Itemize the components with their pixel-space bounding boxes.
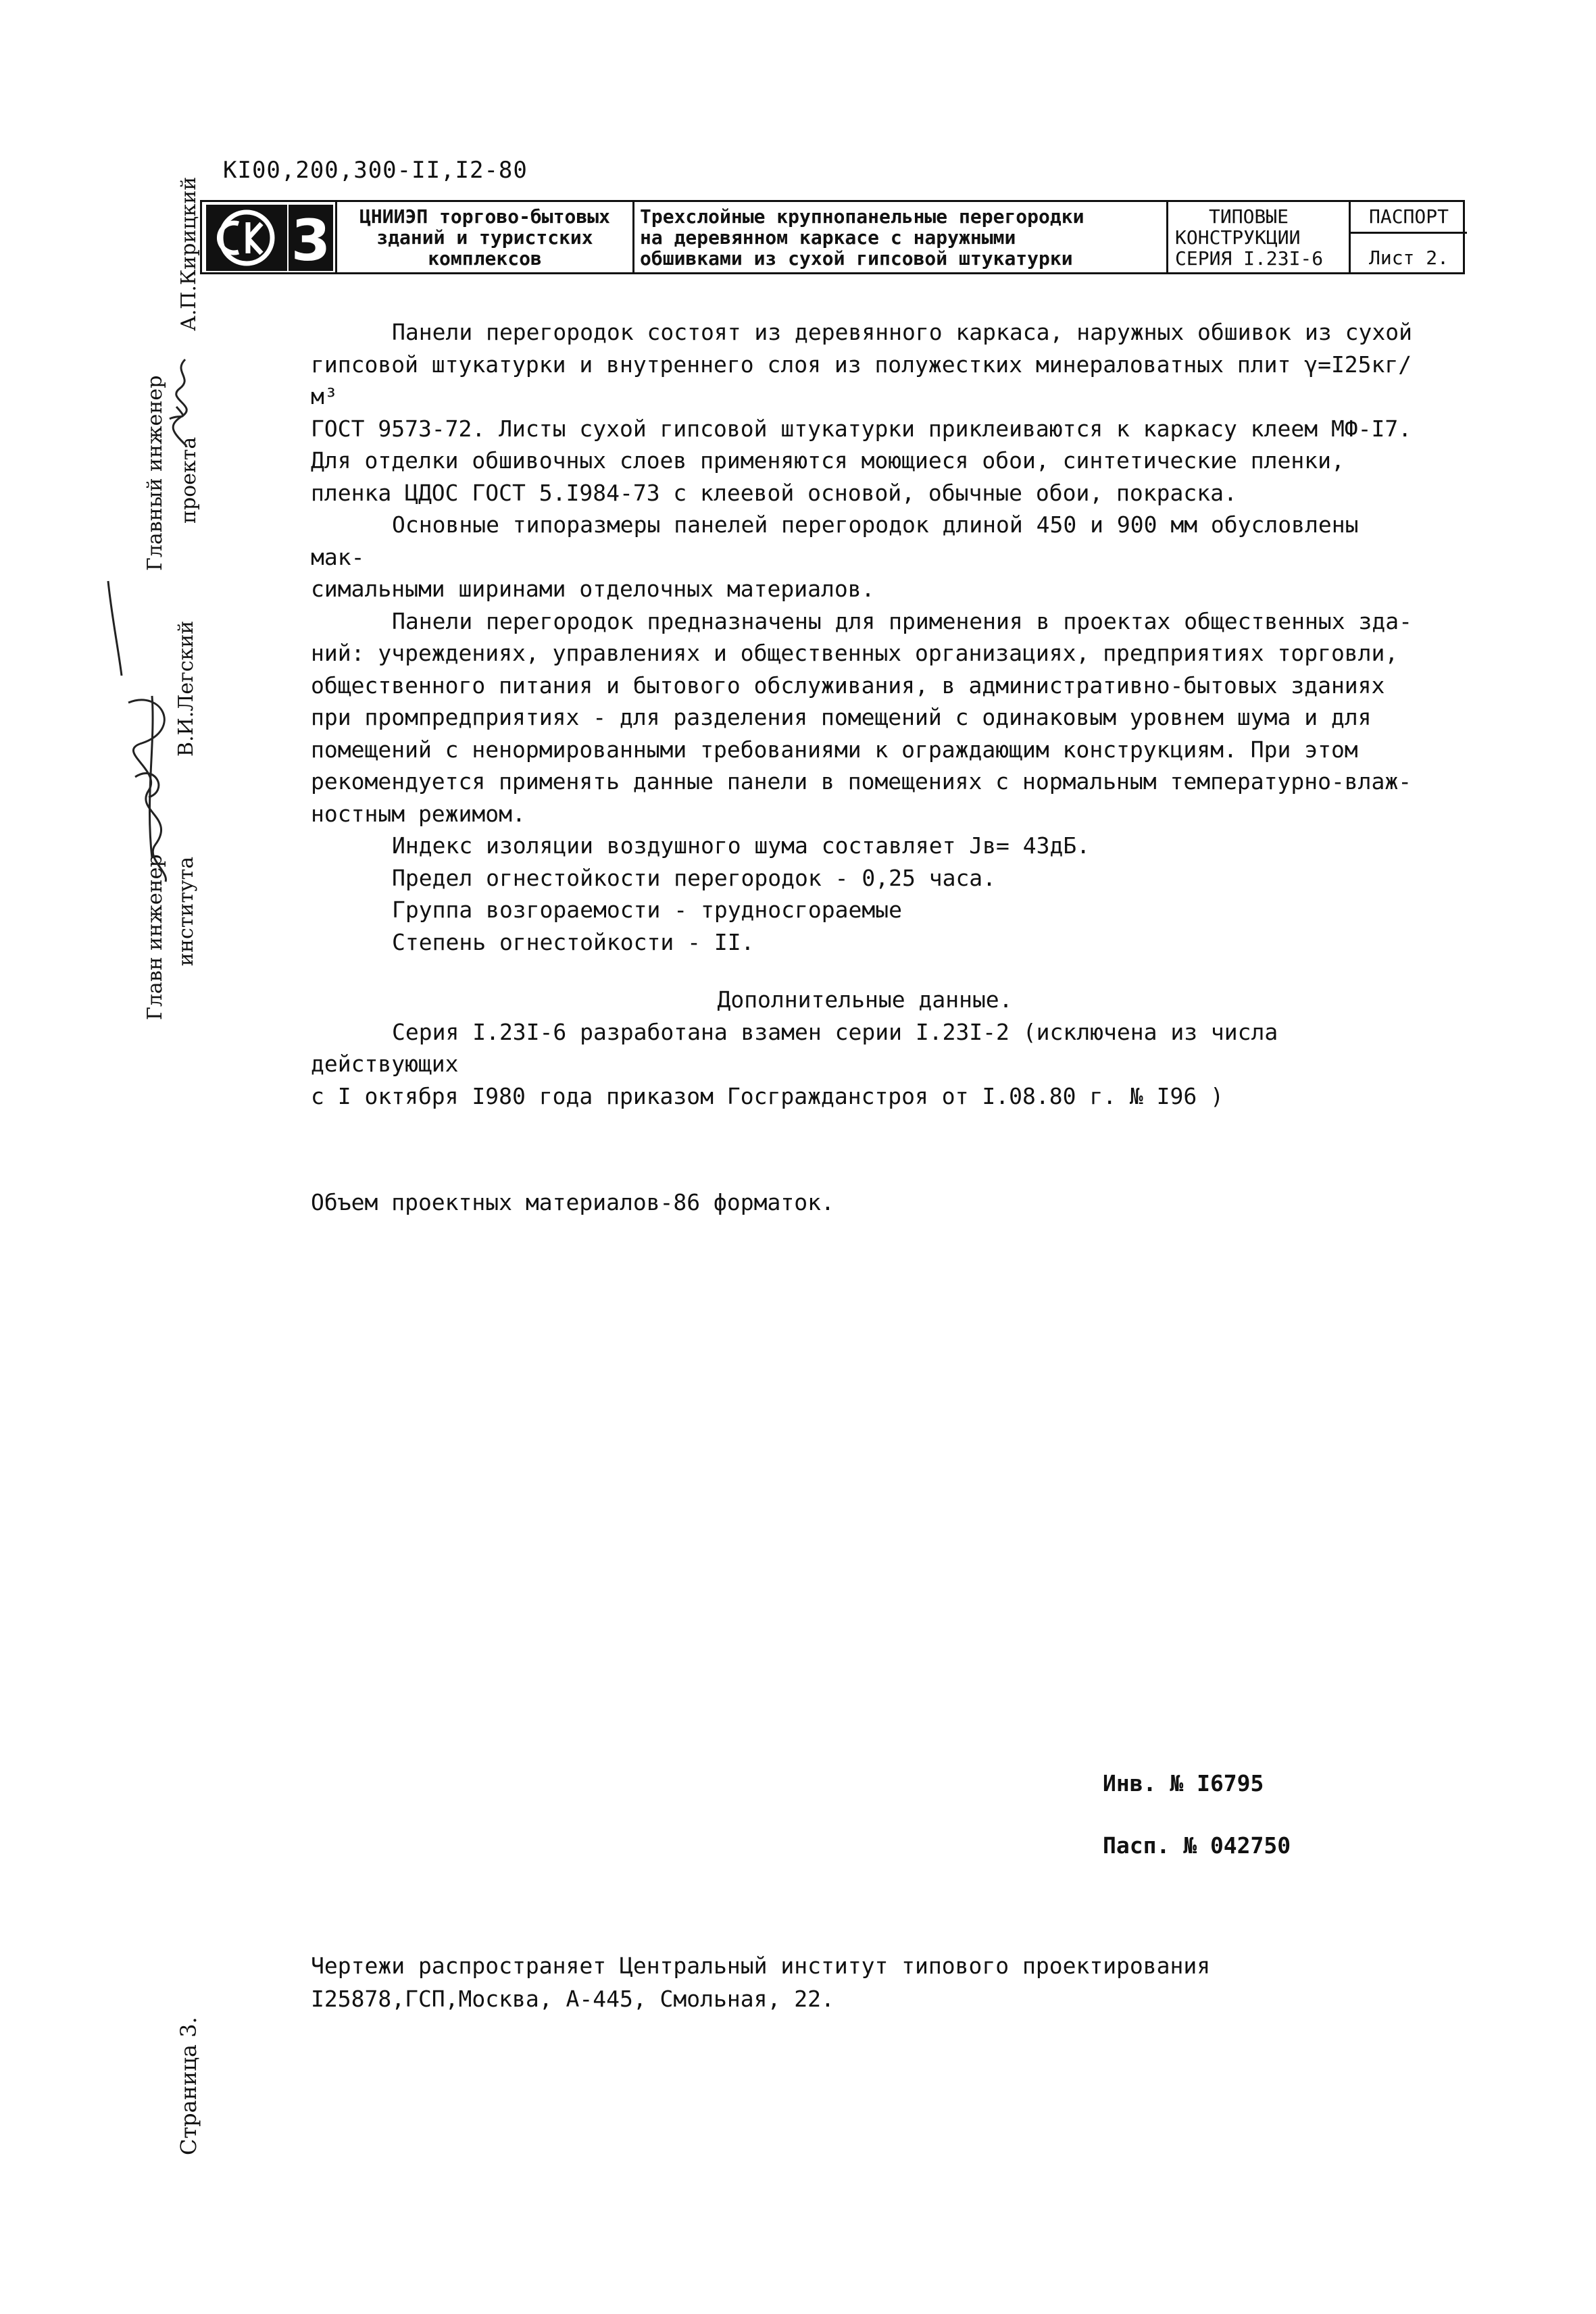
distribution-line-2: I25878,ГСП,Москва, А-445, Смольная, 22. <box>311 1986 834 2012</box>
extra-line-1: Серия I.23I-6 разработана взамен серии I.23I-2 (исключена из числа действующих <box>311 1018 1278 1077</box>
subject-line-2: на деревянном каркасе с наружными <box>640 226 1016 249</box>
inventory-number: Инв. № I6795 <box>1103 1770 1264 1796</box>
sheet-label: Лист 2. <box>1368 247 1449 269</box>
distribution-note <box>311 1949 1210 2015</box>
passport-cell <box>1351 202 1467 272</box>
signature-legskiy-icon <box>88 574 189 885</box>
fire-limit: Предел огнестойкости перегородок - 0,25 часа. <box>392 864 997 891</box>
noise-index: Индекс изоляции воздушного шума составляет Jв= 43дБ. <box>392 832 1091 859</box>
document-code: КI00,200,300-II,I2-80 <box>223 157 528 184</box>
logo-number: 3 <box>291 207 331 271</box>
distribution-line-1: Чертежи распространяет Центральный институт типового проектирования <box>311 1953 1211 1979</box>
side-main-engineer: Главн инженер <box>143 854 167 1020</box>
passport-number: Пасп. № 042750 <box>1103 1832 1291 1859</box>
materials-volume: Объем проектных материалов-86 форматок. <box>311 1189 834 1215</box>
title-block <box>200 200 1465 274</box>
p1-line-3: ГОСТ 9573-72. Листы сухой гипсовой штукатурки приклеиваются к каркасу клеем МФ-I7. <box>311 415 1412 442</box>
p3-line-6: рекомендуется применять данные панели в помещениях с нормальным температурно-влаж- <box>311 768 1412 795</box>
p3-line-5: помещений с ненормированными требованиями к ограждающим конструкциям. При этом <box>311 736 1358 763</box>
org-line-3: комплексов <box>428 247 542 270</box>
side-chief-engineer: Главный инженер <box>143 375 167 571</box>
p3-line-3: общественного питания и бытового обслуживания, в административно-бытовых зданиях <box>311 672 1385 699</box>
p1-line-1: Панели перегородок состоят из деревянного каркаса, наружных обшивок из сухой <box>392 319 1412 345</box>
side-legskiy: В.И.Легский <box>174 620 198 757</box>
p3-line-7: ностным режимом. <box>311 800 526 827</box>
type-cell <box>1168 202 1351 272</box>
p3-line-1: Панели перегородок предназначены для применения в проектах общественных зда- <box>392 607 1412 634</box>
signature-kiritskiy-icon <box>159 351 200 453</box>
side-page-number: Страница 3. <box>176 2017 201 2155</box>
extra-line-2: с I октября I980 года приказом Госгражданстроя от I.08.80 г. № I96 ) <box>311 1082 1224 1109</box>
side-kiritskiy: А.П.Кирицкий <box>177 176 201 331</box>
p3-line-2: ний: учреждениях, управлениях и общественных организациях, предприятиях торговли, <box>311 640 1399 666</box>
p1-line-2: гипсовой штукатурки и внутреннего слоя из полужестких минераловатных плит γ=I25кг/м³ <box>311 351 1412 409</box>
subject-line-1: Трехслойные крупнопанельные перегородки <box>640 205 1084 228</box>
p3-line-4: при промпредприятиях - для разделения помещений с одинаковым уровнем шума и для <box>311 704 1372 730</box>
subject-cell <box>634 202 1168 272</box>
fire-degree: Степень огнестойкости - II. <box>392 928 755 955</box>
flammability: Группа возгораемости - трудносгораемые <box>392 897 902 923</box>
subject-line-3: обшивками из сухой гипсовой штукатурки <box>640 247 1073 270</box>
passport-label: ПАСПОРТ <box>1368 205 1449 228</box>
p1-line-5: пленка ЦДОС ГОСТ 5.I984-73 с клеевой основой, обычные обои, покраска. <box>311 479 1237 506</box>
p2-line-2: симальными ширинами отделочных материалов. <box>311 576 875 602</box>
type-line-2: КОНСТРУКЦИИ <box>1175 226 1301 249</box>
extra-title: Дополнительные данные. <box>717 986 1013 1013</box>
org-line-2: зданий и туристских <box>376 226 593 249</box>
side-project: проекта <box>177 436 201 524</box>
passport-divider <box>1351 232 1467 234</box>
side-institute: института <box>174 856 198 966</box>
p2-line-1: Основные типоразмеры панелей перегородок длиной 450 и 900 мм обусловлены мак- <box>311 511 1359 570</box>
p1-line-4: Для отделки обшивочных слоев применяются моющиеся обои, синтетические пленки, <box>311 447 1345 474</box>
org-line-1: ЦНИИЭП торгово-бытовых <box>359 205 610 228</box>
organization-cell <box>337 202 634 272</box>
logo-cell <box>202 202 337 272</box>
type-line-3: СЕРИЯ I.23I-6 <box>1175 247 1324 270</box>
type-line-1: ТИПОВЫЕ <box>1209 205 1289 228</box>
body-text <box>311 316 1419 1112</box>
ck-logo-icon <box>206 205 333 271</box>
